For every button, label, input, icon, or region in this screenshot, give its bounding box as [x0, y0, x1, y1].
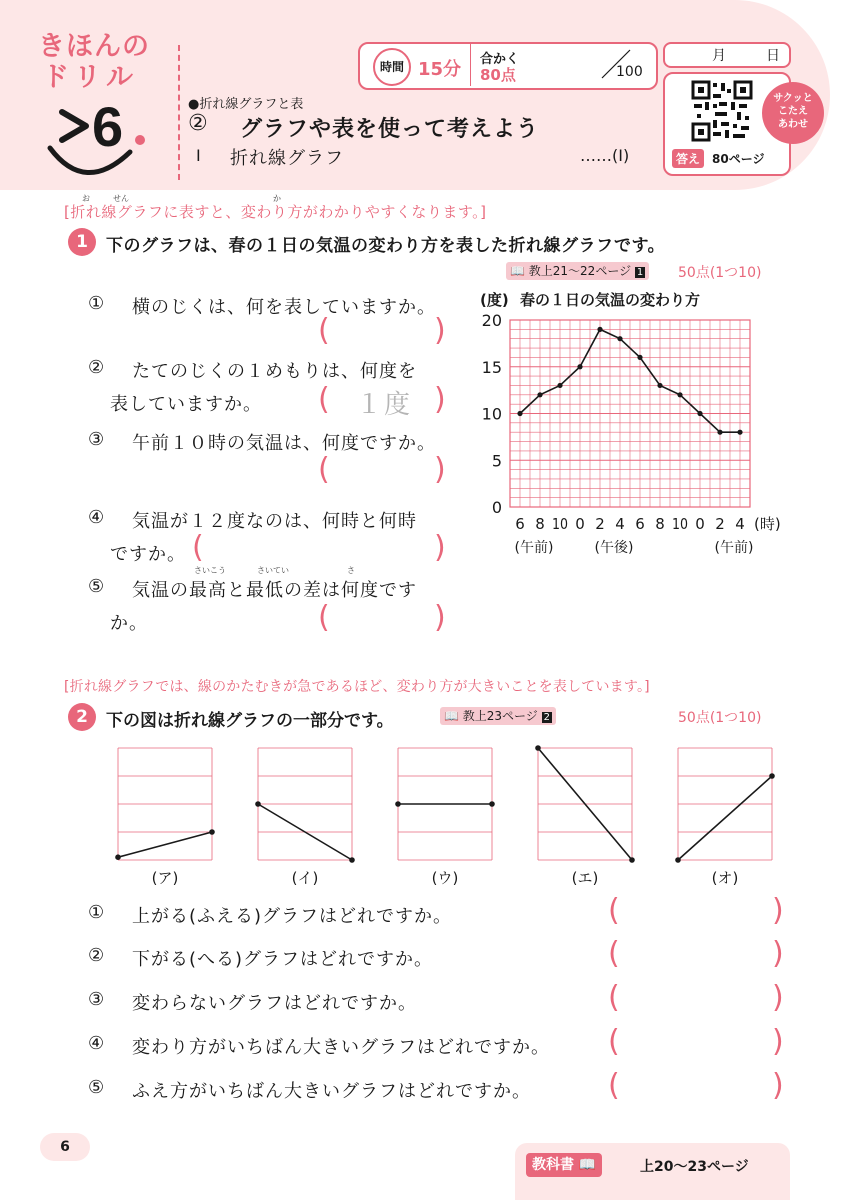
chart-data-point [697, 411, 702, 416]
s2-q2-text: 下がる(へる)グラフはどれですか。 [132, 949, 434, 970]
pass-value: 80点 [480, 66, 516, 84]
chart-ytick-label: 10 [481, 404, 502, 424]
mini-graph-point [769, 773, 775, 779]
chart-xtick-label: 0 [695, 515, 705, 533]
textbook-pages: 上20〜23ページ [640, 1159, 749, 1175]
chart-xtick-label: 0 [575, 515, 585, 533]
answer-label: 答え [672, 149, 704, 168]
mini-graph-point [209, 829, 215, 835]
s2-q3-paren-close: ) [772, 980, 784, 1015]
book-icon: 📖 [444, 709, 459, 723]
s1-q5-answer[interactable] [334, 603, 434, 637]
chart-xtick-label: 6 [515, 515, 525, 533]
smiley-face-icon [40, 100, 180, 185]
answer-page: 80ページ [712, 152, 765, 166]
sakutto-line-1: サクッと [773, 93, 813, 104]
logo-line-2: ドリル [42, 62, 138, 93]
section1-note: [折れ線グラフに表すと、変わり方がわかりやすくなります。] [64, 203, 487, 221]
temperature-line-chart [470, 285, 800, 560]
topic-label: ●折れ線グラフと表 [188, 97, 304, 112]
section2-points: 50点(1つ10) [678, 710, 762, 726]
chart-data-point [657, 383, 662, 388]
s2-q2-num: ② [88, 945, 106, 966]
ruby-saikou: さいこう [194, 566, 226, 575]
mini-graph-line [678, 776, 772, 860]
sub-title: 折れ線グラフ [230, 148, 344, 169]
s2-q4-paren-open: ( [608, 1024, 620, 1059]
s1-q5-text-2: か。 [110, 613, 148, 634]
s1-q5-text-1: 気温の最高と最低の差は何度です [132, 580, 417, 601]
mini-graph-point [629, 857, 635, 863]
day-label: 日 [766, 48, 780, 64]
sub-mark: ……(Ⅰ) [580, 146, 630, 165]
s2-q4-num: ④ [88, 1033, 106, 1054]
s1-q2-paren-close: ) [434, 382, 446, 417]
score-box-divider [470, 44, 471, 86]
s1-q1-answer[interactable] [334, 316, 434, 350]
chart-data-point [557, 383, 562, 388]
s2-q3-answer[interactable] [624, 983, 772, 1017]
section2-note: [折れ線グラフでは、線のかたむきが急であるほど、変わり方が大きいことを表しています。] [64, 679, 650, 695]
chart-xtick-label: 8 [535, 515, 545, 533]
chart-xtick-label: 8 [655, 515, 665, 533]
chart-xlabel: (時) [754, 515, 781, 533]
page-title: グラフや表を使って考えよう [240, 117, 540, 142]
s1-q3-paren-close: ) [434, 452, 446, 487]
logo-line-1: きほんの [38, 31, 150, 62]
chart-data-point [517, 411, 522, 416]
s1-q4-text-1: 気温が１２度なのは、何時と何時 [132, 511, 417, 532]
chart-ytick-label: 15 [481, 357, 502, 377]
s2-q1-num: ① [88, 902, 106, 923]
ruby-sen: せん [113, 194, 129, 203]
s1-q2-text-2: 表していますか。 [110, 394, 262, 415]
chart-xtick-label: 10 [552, 515, 568, 533]
time-label: 時間 [379, 60, 404, 74]
sub-number: Ⅰ [196, 146, 201, 165]
s2-q3-paren-open: ( [608, 980, 620, 1015]
section2-instruction: 下の図は折れ線グラフの一部分です。 [106, 711, 394, 731]
logo [38, 32, 168, 94]
mini-graph-point [115, 854, 121, 860]
ruby-ori: お [82, 194, 90, 203]
s1-q4-answer[interactable] [208, 533, 434, 567]
s2-q3-num: ③ [88, 989, 106, 1010]
s2-q5-text: ふえ方がいちばん大きいグラフはどれですか。 [132, 1081, 531, 1102]
s1-q5-paren-open: ( [318, 600, 330, 635]
s2-q5-paren-close: ) [772, 1068, 784, 1103]
s1-q1-text: 横のじくは、何を表していますか。 [132, 297, 436, 318]
sakutto-badge[interactable] [762, 82, 824, 144]
chart-data-point [677, 392, 682, 397]
chart-data-point [597, 327, 602, 332]
section1-points: 50点(1つ10) [678, 265, 762, 281]
s2-q5-num: ⑤ [88, 1077, 106, 1098]
mini-graph-label: (イ) [291, 869, 319, 887]
s2-q3-text: 変わらないグラフはどれですか。 [132, 993, 417, 1014]
chart-title: 春の１日の気温の変わり方 [520, 291, 701, 309]
s2-q1-paren-close: ) [772, 893, 784, 928]
time-value: 15分 [418, 59, 462, 80]
section1-number: 1 [76, 232, 88, 252]
section2-ref-tag [440, 707, 556, 725]
book-icon: 📖 [578, 1157, 597, 1173]
qr-code-icon[interactable] [691, 80, 753, 142]
page-number-tab [40, 1133, 90, 1161]
drill-number: 6 [92, 100, 124, 158]
s1-q5-paren-close: ) [434, 600, 446, 635]
s1-q2-text-1: たてのじくの１めもりは、何度を [132, 361, 417, 382]
s1-q3-answer[interactable] [334, 455, 434, 489]
s2-q2-paren-open: ( [608, 936, 620, 971]
header-divider [178, 45, 180, 180]
mini-graph-label: (オ) [711, 869, 739, 887]
chart-period-label: (午前) [714, 540, 754, 556]
month-label: 月 [712, 48, 726, 64]
s1-q2-paren-open: ( [318, 382, 330, 417]
s1-q5-num: ⑤ [88, 576, 106, 597]
sakutto-line-2: こたえ [778, 106, 808, 117]
chart-data-point [617, 336, 622, 341]
chart-period-label: (午後) [594, 540, 634, 556]
mini-graph-line [118, 832, 212, 857]
s2-q2-paren-close: ) [772, 936, 784, 971]
section1-ref-tag [506, 262, 649, 280]
mini-graph-label: (エ) [571, 869, 599, 887]
mini-graph-label: (ウ) [431, 869, 459, 887]
chart-xtick-label: 4 [615, 515, 625, 533]
mini-graph-point [535, 745, 541, 751]
s1-q3-num: ③ [88, 429, 106, 450]
s1-q3-text: 午前１０時の気温は、何度ですか。 [132, 433, 436, 454]
mini-graph-point [349, 857, 355, 863]
s2-q4-paren-close: ) [772, 1024, 784, 1059]
partial-graphs [100, 740, 800, 890]
ruby-sa: さ [347, 566, 355, 575]
s1-q4-paren-open: ( [192, 530, 204, 565]
chart-xtick-label: 2 [715, 515, 725, 533]
s2-q1-answer[interactable] [624, 896, 772, 930]
section2-number: 2 [76, 707, 88, 727]
mini-graph-point [489, 801, 495, 807]
chart-data-point [637, 355, 642, 360]
textbook-label-box [526, 1153, 602, 1177]
ruby-saitei: さいてい [257, 566, 289, 575]
s1-q1-paren-open: ( [318, 313, 330, 348]
timer-icon [373, 48, 411, 86]
sakutto-line-3: あわせ [778, 119, 808, 130]
chart-xtick-label: 4 [735, 515, 745, 533]
chart-xtick-label: 2 [595, 515, 605, 533]
chart-ylabel: (度) [480, 291, 509, 309]
chart-data-point [737, 430, 742, 435]
section2-ref-num: 2 [543, 712, 551, 723]
textbook-label: 教科書 [532, 1157, 574, 1173]
chart-ytick-label: 5 [491, 451, 502, 471]
section1-ref: 教上21〜22ページ [528, 264, 632, 278]
chart-ytick-label: 0 [491, 498, 502, 517]
chart-data-point [717, 430, 722, 435]
pass-label: 合かく [480, 52, 520, 67]
s2-q5-answer[interactable] [624, 1071, 772, 1105]
s1-q4-num: ④ [88, 507, 106, 528]
section1-instruction: 下のグラフは、春の１日の気温の変わり方を表した折れ線グラフです。 [106, 236, 666, 256]
mini-graph-point [395, 801, 401, 807]
s1-q1-paren-close: ) [434, 313, 446, 348]
s2-q1-text: 上がる(ふえる)グラフはどれですか。 [132, 906, 453, 927]
s2-q4-answer[interactable] [624, 1027, 772, 1061]
s1-q3-paren-open: ( [318, 452, 330, 487]
score-total: 100 [616, 64, 643, 80]
s1-q2-num: ② [88, 357, 106, 378]
section1-number-badge [68, 228, 96, 256]
page-number: 6 [60, 1139, 70, 1155]
s1-q2-answer[interactable]: １度 [356, 390, 413, 420]
s2-q4-text: 変わり方がいちばん大きいグラフはどれですか。 [132, 1037, 550, 1058]
mini-graph-label: (ア) [151, 869, 179, 887]
s2-q5-paren-open: ( [608, 1068, 620, 1103]
mini-graph-point [255, 801, 261, 807]
s1-q4-text-2: ですか。 [110, 544, 186, 565]
s1-q4-paren-close: ) [434, 530, 446, 565]
chart-data-point [577, 364, 582, 369]
section2-number-badge [68, 703, 96, 731]
s1-q1-num: ① [88, 293, 106, 314]
ruby-ka: か [273, 194, 281, 203]
s2-q2-answer[interactable] [624, 939, 772, 973]
unit-number: ② [188, 111, 208, 136]
chart-period-label: (午前) [514, 540, 554, 556]
section1-ref-num: 1 [636, 267, 644, 278]
section2-ref: 教上23ページ [462, 709, 538, 723]
chart-data-point [537, 392, 542, 397]
book-icon: 📖 [510, 264, 525, 278]
chart-xtick-label: 10 [672, 515, 688, 533]
chart-ytick-label: 20 [481, 311, 502, 330]
s2-q1-paren-open: ( [608, 893, 620, 928]
mini-graph-point [675, 857, 681, 863]
chart-xtick-label: 6 [635, 515, 645, 533]
